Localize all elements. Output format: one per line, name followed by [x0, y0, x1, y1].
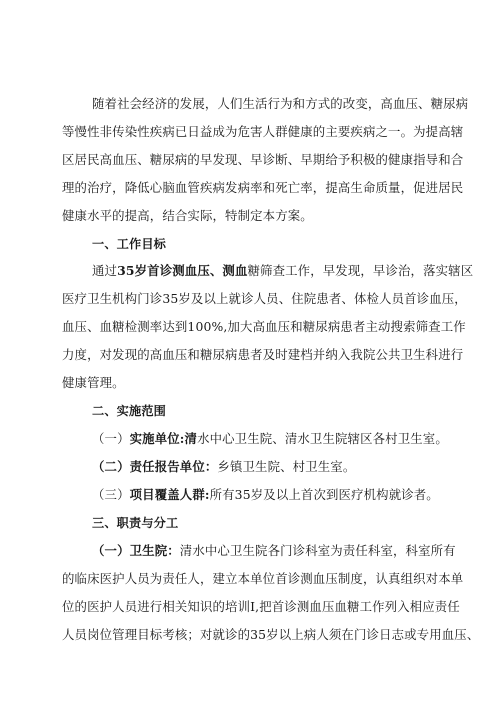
section-heading-scope: 二、实施范围 — [92, 404, 167, 418]
goals-line-2: 医疗卫生机构门诊35岁及以上就诊人员、住院患者、体检人员首诊血压， — [62, 291, 467, 306]
goals-line-5: 健康管理。 — [62, 375, 125, 390]
duties-line-4: 人员岗位管理目标考核；对就诊的35岁以上病人须在门诊日志或专用血压、 — [62, 627, 480, 642]
goals-line-3: 血压、血糖检测率达到100%,加大高血压和糖尿病患者主动搜索筛查工作 — [62, 319, 466, 334]
section-heading-duties: 三、职责与分工 — [92, 516, 179, 530]
scope-item-1: （一）实施单位:清水中心卫生院、清水卫生院辖区各村卫生室。 — [92, 431, 448, 446]
intro-line-4: 理的治疗，降低心脑血管疾病发病率和死亡率，提高生命质量，促进居民 — [62, 180, 464, 195]
duties-line-1: （一）卫生院：清水中心卫生院各门诊科室为责任科室，科室所有 — [92, 543, 456, 558]
intro-line-3: 区居民高血压、糖尿病的早发现、早诊断、早期给予积极的健康指导和合 — [62, 152, 464, 167]
goals-line-1: 通过35岁首诊测血压、测血糖筛查工作，早发现，早诊治，落实辖区 — [92, 263, 474, 278]
duties-line-3: 位的医护人员进行相关知识的培训I,把首诊测血压血糖工作列入相应责任 — [62, 599, 460, 614]
section-heading-goals: 一、工作目标 — [92, 237, 167, 251]
duties-line-2: 的临床医护人员为责任人，建立本单位首诊测血压制度，认真组织对本单 — [62, 571, 464, 586]
scope-item-2: （二）责任报告单位：乡镇卫生院、村卫生室。 — [92, 459, 356, 474]
intro-line-5: 健康水平的提高，结合实际，特制定本方案。 — [62, 208, 313, 223]
intro-line-2: 等慢性非传染性疾病已日益成为危害人群健康的主要疾病之一。为提高辖 — [62, 124, 464, 139]
goals-line-4: 力度，对发现的高血压和糖尿病患者及时建档并纳入我院公共卫生科进行 — [62, 347, 464, 362]
intro-line-1: 随着社会经济的发展，人们生活行为和方式的改变，高血压、糖尿病 — [92, 96, 469, 111]
scope-item-3: （三）项目覆盖人群:所有35岁及以上首次到医疗机构就诊者。 — [92, 487, 439, 502]
